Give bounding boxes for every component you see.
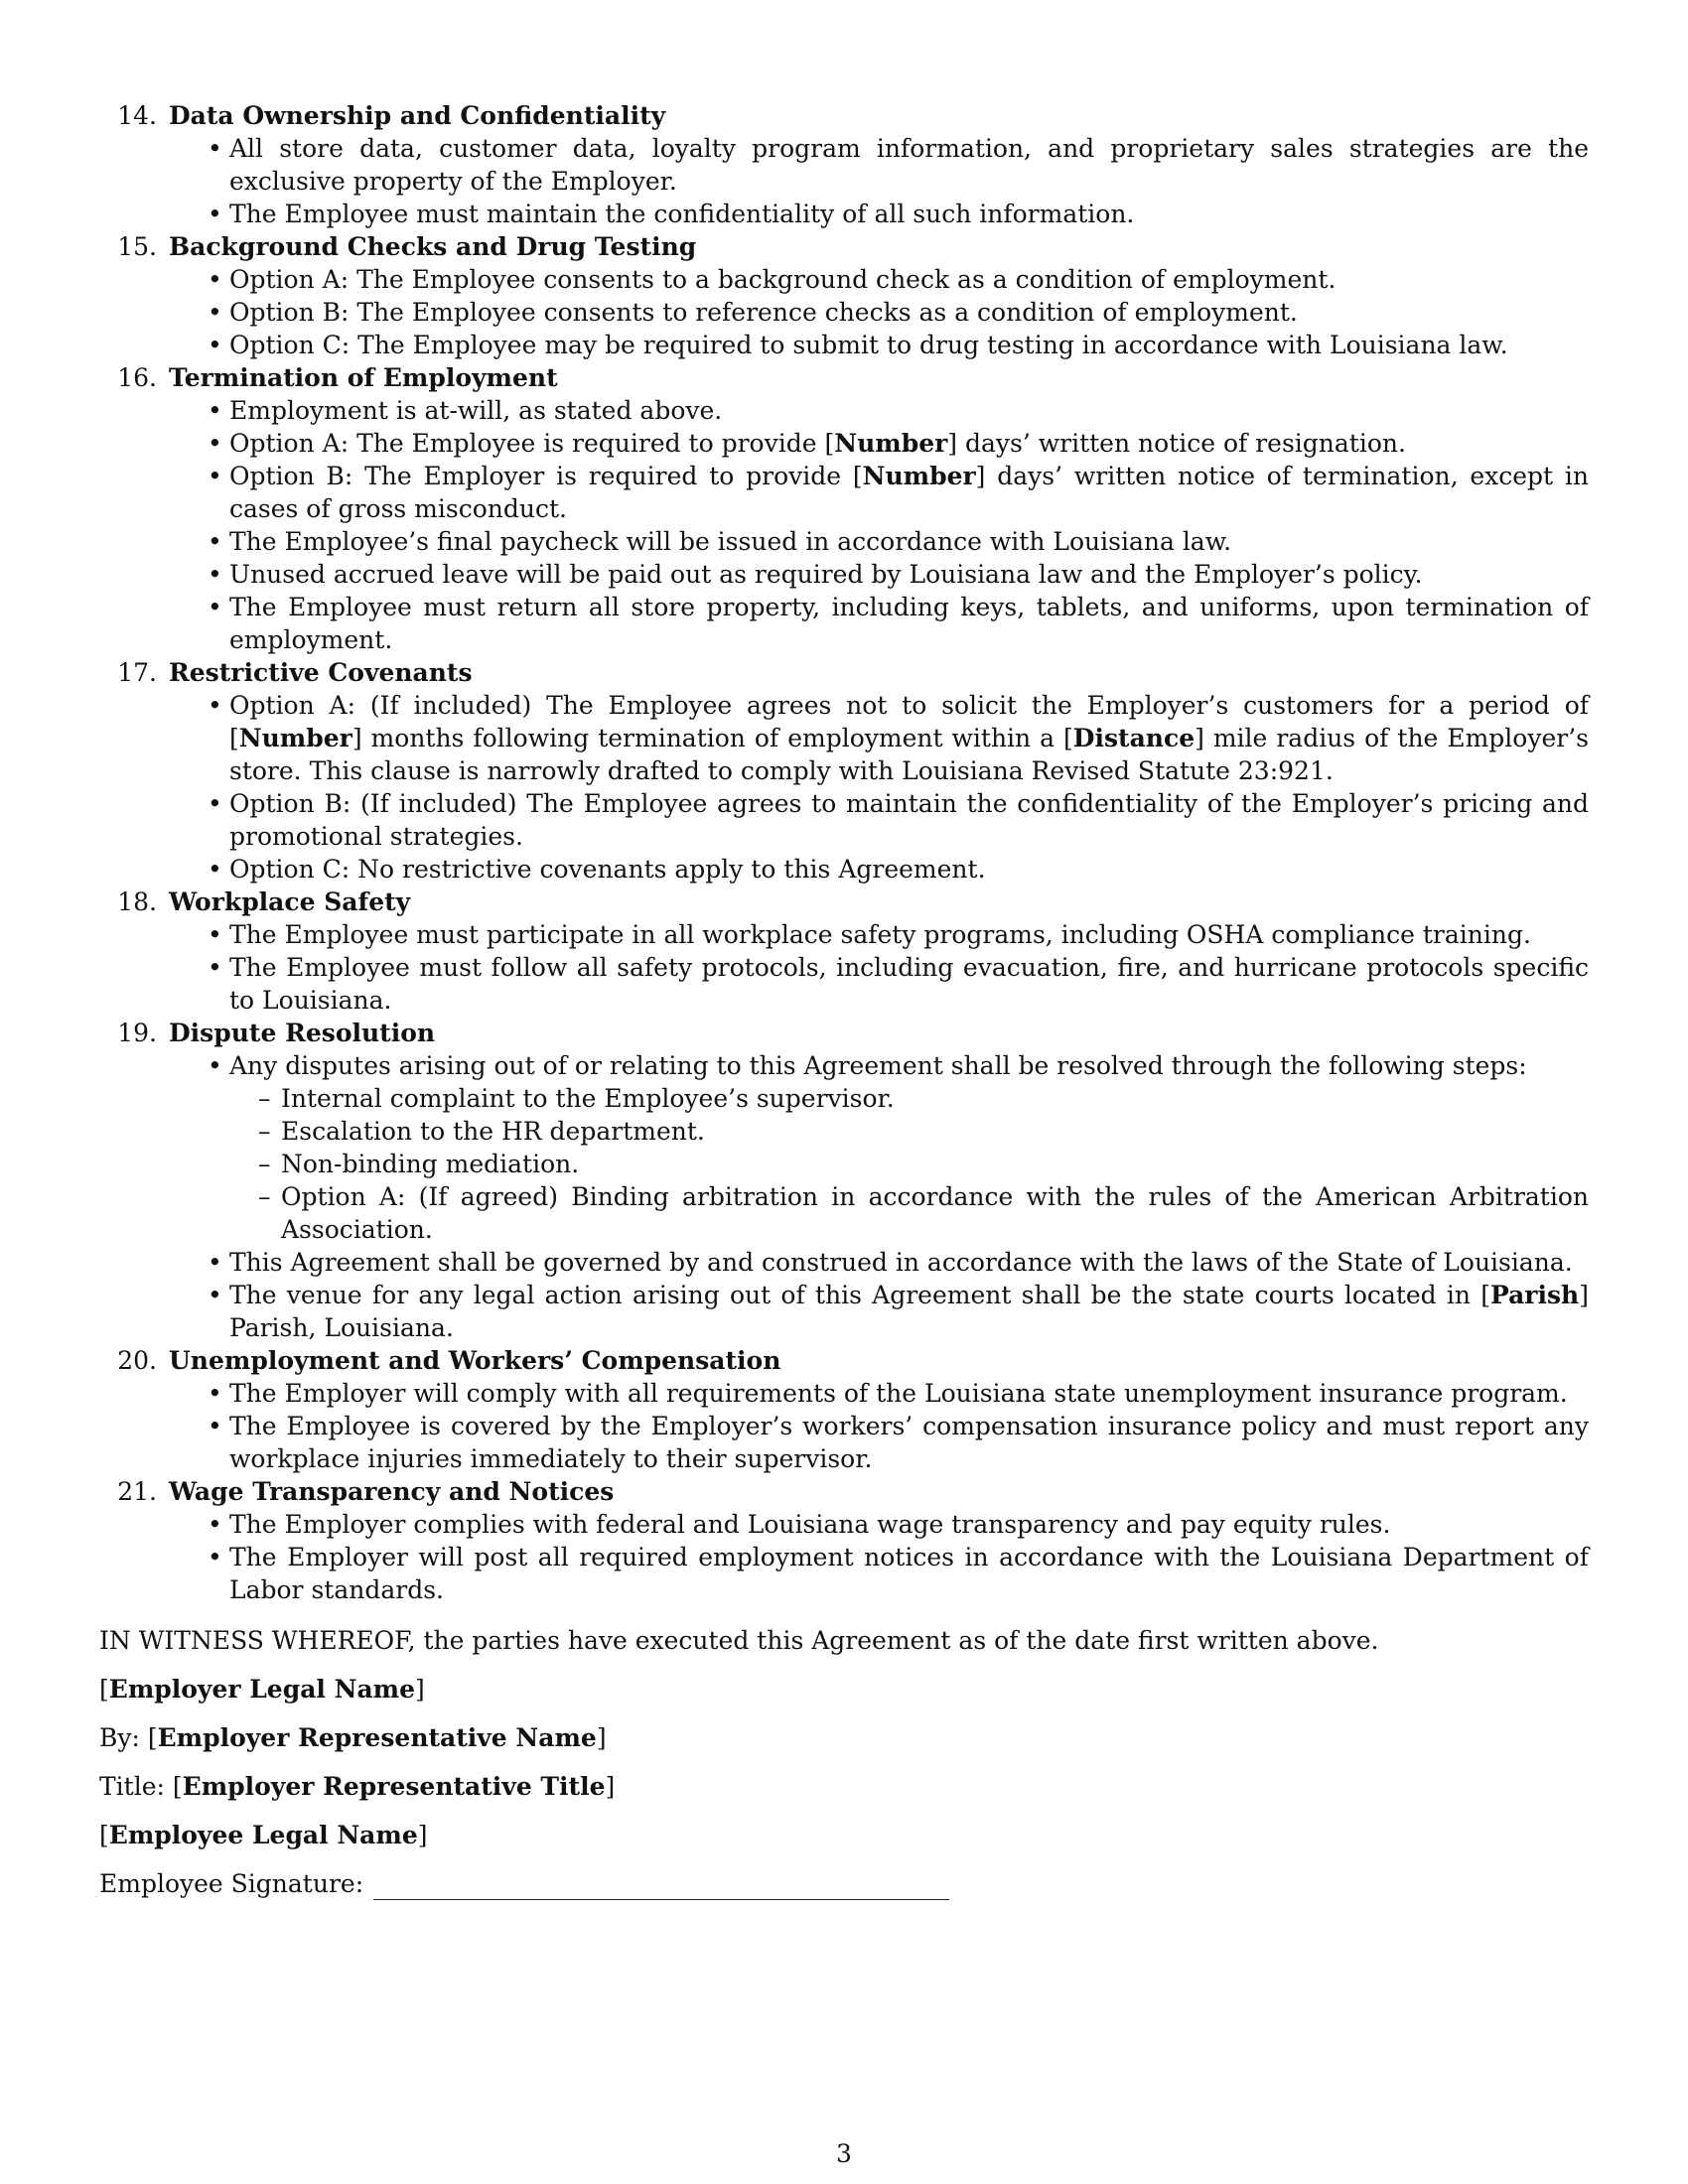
list-item-text: The Employee must follow all safety protocols, including evacuation, fire, and hurricane protocols specific to Louisiana. xyxy=(229,953,1589,1015)
list-item xyxy=(229,787,1589,853)
list-item xyxy=(229,296,1589,329)
list-item xyxy=(229,853,1589,886)
section xyxy=(99,99,1589,230)
bullet-list xyxy=(169,394,1589,656)
list-item xyxy=(229,329,1589,361)
list-item-text: The Employee must return all store property, including keys, tablets, and uniforms, upon termination of employment. xyxy=(229,593,1589,654)
section-number: 16. xyxy=(117,363,157,392)
list-item xyxy=(229,591,1589,656)
page-number: 3 xyxy=(836,2139,852,2168)
list-item-text: The Employer will comply with all requirements of the Louisiana state unemployment insurance program. xyxy=(229,1379,1568,1408)
employee-signature-line: Employee Signature: xyxy=(99,1867,1589,1900)
list-item xyxy=(229,427,1589,460)
section xyxy=(99,361,1589,656)
list-item-text: The Employee is covered by the Employer’s workers’ compensation insurance policy and must report any workplace injuries immediately to their supervisor. xyxy=(229,1412,1589,1473)
list-item-text: The Employee must participate in all workplace safety programs, including OSHA compliance training. xyxy=(229,920,1531,949)
list-item-text: Option A: The Employee is required to provide [ xyxy=(229,429,835,458)
list-item xyxy=(229,1541,1589,1606)
list-item xyxy=(229,1377,1589,1410)
list-item xyxy=(229,394,1589,427)
placeholder-field: Number xyxy=(238,724,352,752)
section xyxy=(99,1017,1589,1344)
list-item-text: The venue for any legal action arising out of this Agreement shall be the state courts located in [ xyxy=(229,1281,1490,1309)
section xyxy=(99,1344,1589,1475)
list-item xyxy=(229,1279,1589,1344)
section-title: Restrictive Covenants xyxy=(169,658,473,687)
section-number: 17. xyxy=(117,658,157,687)
section-number: 20. xyxy=(117,1346,157,1375)
section-title: Workplace Safety xyxy=(169,887,411,916)
list-item xyxy=(229,1049,1589,1246)
employee-legal-name: [Employee Legal Name] xyxy=(99,1821,428,1849)
list-item-text: ] Parish, Louisiana. xyxy=(229,1281,1589,1342)
bullet-list xyxy=(169,1049,1589,1344)
section-number: 14. xyxy=(117,101,157,130)
section-title: Dispute Resolution xyxy=(169,1019,436,1047)
section-number: 18. xyxy=(117,887,157,916)
list-item-text: The Employer will post all required employment notices in accordance with the Louisiana Department of Labor standards. xyxy=(229,1543,1589,1604)
agreement-sections xyxy=(99,99,1589,1606)
list-item xyxy=(229,132,1589,198)
section-title: Unemployment and Workers’ Compensation xyxy=(169,1346,781,1375)
sub-list-item: – Escalation to the HR department. xyxy=(281,1115,1589,1148)
list-item xyxy=(229,263,1589,296)
signature-field[interactable] xyxy=(373,1873,949,1900)
sub-list-item: – Internal complaint to the Employee’s supervisor. xyxy=(281,1082,1589,1115)
list-item xyxy=(229,198,1589,230)
list-item-text: All store data, customer data, loyalty program information, and proprietary sales strategies are the exclusive property of the Employer. xyxy=(229,134,1589,196)
sub-list xyxy=(229,1082,1589,1246)
list-item-text: ] days’ written notice of termination, except in cases of gross misconduct. xyxy=(229,462,1590,523)
section-title: Wage Transparency and Notices xyxy=(169,1477,615,1506)
list-item-text: Option B: (If included) The Employee agrees to maintain the confidentiality of the Employer’s pricing and promotional strategies. xyxy=(229,789,1589,851)
list-item-text: ] days’ written notice of resignation. xyxy=(947,429,1406,458)
section-title: Termination of Employment xyxy=(169,363,558,392)
placeholder-field: Number xyxy=(862,462,976,490)
list-item-text: Option C: No restrictive covenants apply to this Agreement. xyxy=(229,855,986,884)
bullet-list xyxy=(169,689,1589,886)
section-title: Data Ownership and Confidentiality xyxy=(169,101,666,130)
list-item-text: Option A: (If included) The Employee agrees not to solicit the Employer’s customers for a period of [ xyxy=(229,691,1589,752)
list-item xyxy=(229,1410,1589,1475)
employer-legal-name: [Employer Legal Name] xyxy=(99,1675,425,1704)
list-item-text: The Employee must maintain the confidentiality of all such information. xyxy=(229,200,1135,228)
section-number: 21. xyxy=(117,1477,157,1506)
list-item-text: Option B: The Employer is required to provide [ xyxy=(229,462,863,490)
section-number: 19. xyxy=(117,1019,157,1047)
list-item xyxy=(229,918,1589,951)
list-item-text: The Employer complies with federal and Louisiana wage transparency and pay equity rules. xyxy=(229,1510,1391,1539)
list-item-text: Unused accrued leave will be paid out as required by Louisiana law and the Employer’s policy. xyxy=(229,560,1423,589)
placeholder-field: Distance xyxy=(1072,724,1196,752)
employer-representative-line: By: [Employer Representative Name] xyxy=(99,1723,607,1752)
list-item xyxy=(229,689,1589,787)
bullet-list xyxy=(169,918,1589,1017)
section xyxy=(99,1475,1589,1606)
list-item-text: ] mile radius of the Employer’s store. This clause is narrowly drafted to comply with Louisiana Revised Statute 23:921. xyxy=(229,724,1589,785)
list-item xyxy=(229,558,1589,591)
sub-list-item: – Non-binding mediation. xyxy=(281,1148,1589,1180)
bullet-list xyxy=(169,132,1589,230)
list-item xyxy=(229,460,1589,525)
list-item-text: Any disputes arising out of or relating to this Agreement shall be resolved through the following steps: xyxy=(229,1051,1527,1080)
list-item xyxy=(229,1508,1589,1541)
placeholder-field: Parish xyxy=(1489,1281,1580,1309)
bullet-list xyxy=(169,263,1589,361)
section xyxy=(99,656,1589,886)
bullet-list xyxy=(169,1508,1589,1606)
document-body xyxy=(99,99,1589,1900)
section xyxy=(99,886,1589,1017)
section xyxy=(99,230,1589,361)
bullet-list xyxy=(169,1377,1589,1475)
section-title: Background Checks and Drug Testing xyxy=(169,232,697,261)
list-item-text: This Agreement shall be governed by and construed in accordance with the laws of the State of Louisiana. xyxy=(229,1248,1573,1277)
list-item-text: ] months following termination of employment within a [ xyxy=(352,724,1073,752)
witness-clause: IN WITNESS WHEREOF, the parties have executed this Agreement as of the date first written above. xyxy=(99,1626,1379,1655)
list-item-text: Option B: The Employee consents to reference checks as a condition of employment. xyxy=(229,298,1298,327)
section-number: 15. xyxy=(117,232,157,261)
list-item-text: Employment is at-will, as stated above. xyxy=(229,396,723,425)
sub-list-item: – Option A: (If agreed) Binding arbitration in accordance with the rules of the American Arbitration Association. xyxy=(281,1180,1589,1246)
list-item-text: Option C: The Employee may be required to submit to drug testing in accordance with Louisiana law. xyxy=(229,331,1508,359)
employer-representative-title-line: Title: [Employer Representative Title] xyxy=(99,1772,616,1801)
list-item xyxy=(229,525,1589,558)
list-item-text: The Employee’s final paycheck will be issued in accordance with Louisiana law. xyxy=(229,527,1232,556)
list-item xyxy=(229,1246,1589,1279)
list-item-text: Option A: The Employee consents to a background check as a condition of employment. xyxy=(229,265,1336,294)
list-item xyxy=(229,951,1589,1017)
placeholder-field: Number xyxy=(834,429,948,458)
